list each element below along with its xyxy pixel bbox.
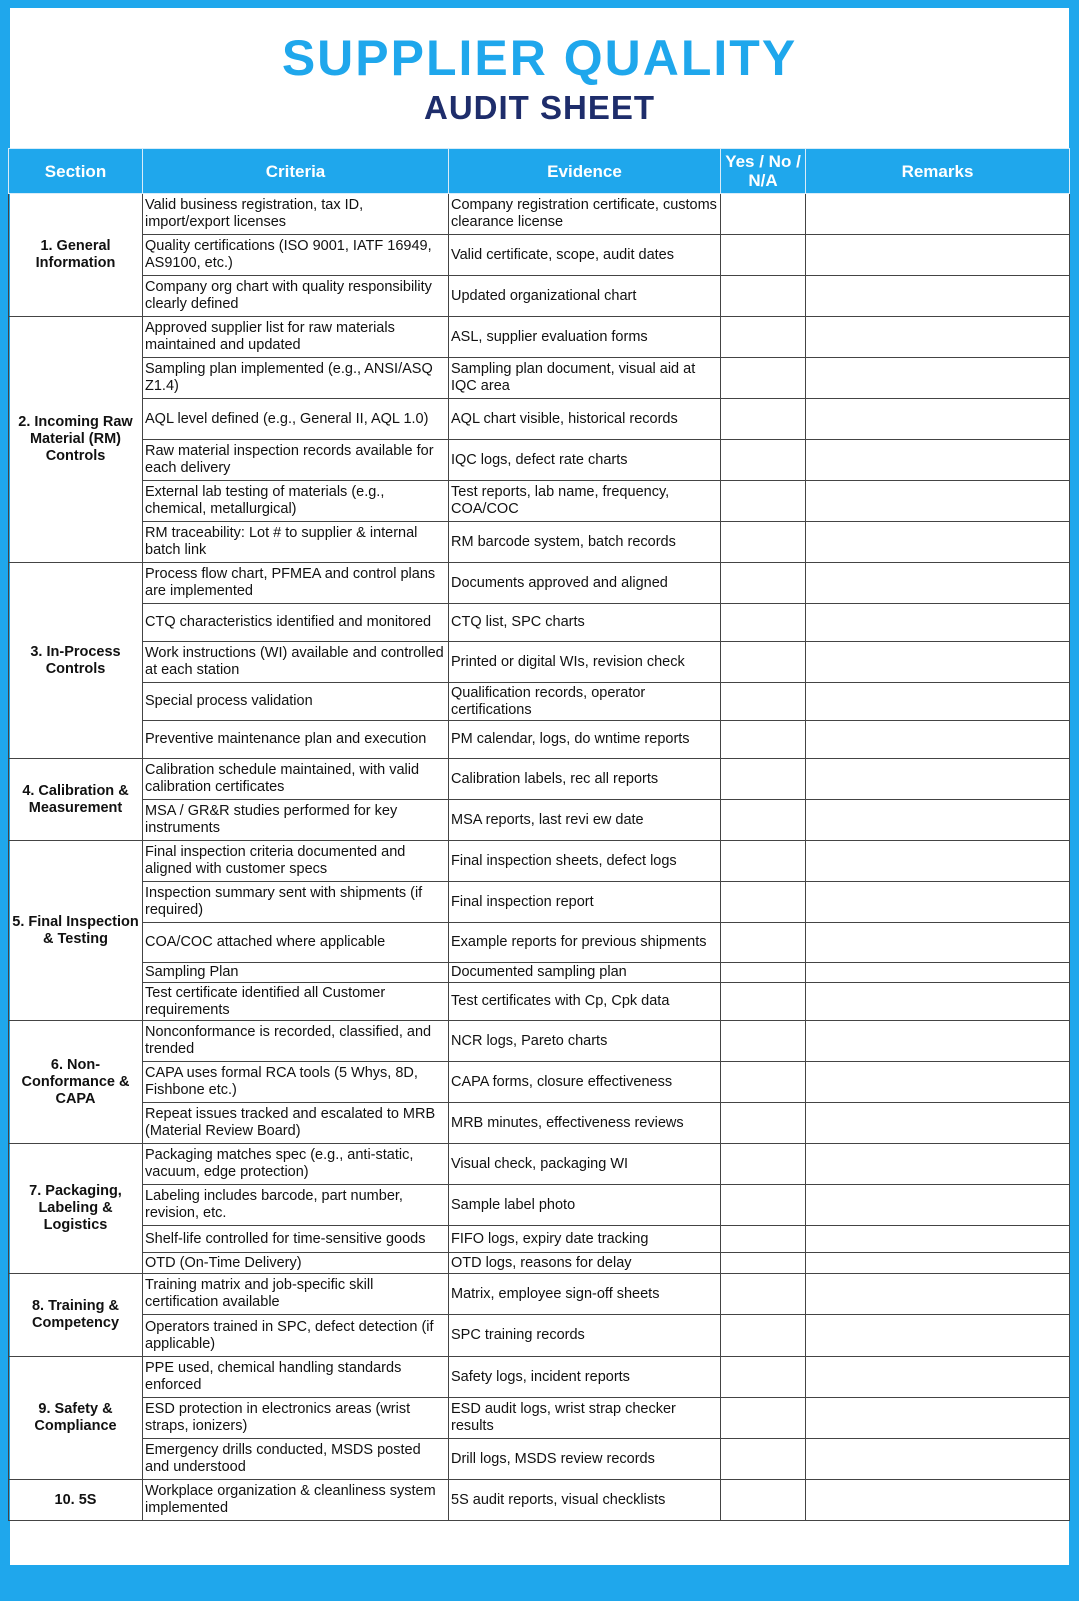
section-name-cell: 5. Final Inspection & Testing: [9, 841, 143, 1021]
status-cell[interactable]: [721, 1062, 806, 1103]
remarks-cell[interactable]: [806, 841, 1070, 882]
evidence-cell: ESD audit logs, wrist strap checker results: [449, 1398, 721, 1439]
remarks-cell[interactable]: [806, 399, 1070, 440]
status-cell[interactable]: [721, 1357, 806, 1398]
criteria-cell: Labeling includes barcode, part number, revision, etc.: [143, 1185, 449, 1226]
remarks-cell[interactable]: [806, 440, 1070, 481]
status-cell[interactable]: [721, 317, 806, 358]
section-name-cell: 1. General Information: [9, 194, 143, 317]
table-row: [9, 194, 1070, 235]
evidence-cell: Example reports for previous shipments: [449, 923, 721, 963]
status-cell[interactable]: [721, 882, 806, 923]
evidence-cell: Safety logs, incident reports: [449, 1357, 721, 1398]
table-row: [9, 841, 1070, 882]
table-row: [9, 800, 1070, 841]
remarks-cell[interactable]: [806, 358, 1070, 399]
evidence-cell: OTD logs, reasons for delay: [449, 1253, 721, 1274]
evidence-cell: Sample label photo: [449, 1185, 721, 1226]
criteria-cell: RM traceability: Lot # to supplier & internal batch link: [143, 522, 449, 563]
table-row: [9, 440, 1070, 481]
remarks-cell[interactable]: [806, 759, 1070, 800]
evidence-cell: Documented sampling plan: [449, 963, 721, 983]
criteria-cell: Operators trained in SPC, defect detection (if applicable): [143, 1315, 449, 1357]
evidence-cell: IQC logs, defect rate charts: [449, 440, 721, 481]
criteria-cell: Training matrix and job-specific skill certification available: [143, 1274, 449, 1315]
evidence-cell: Qualification records, operator certifications: [449, 683, 721, 721]
evidence-cell: Visual check, packaging WI: [449, 1144, 721, 1185]
criteria-cell: Sampling plan implemented (e.g., ANSI/ASQ Z1.4): [143, 358, 449, 399]
table-row: [9, 1357, 1070, 1398]
table-row: [9, 1021, 1070, 1062]
status-cell[interactable]: [721, 1274, 806, 1315]
remarks-cell[interactable]: [806, 683, 1070, 721]
remarks-cell[interactable]: [806, 923, 1070, 963]
criteria-cell: Company org chart with quality responsibility clearly defined: [143, 276, 449, 317]
remarks-cell[interactable]: [806, 1144, 1070, 1185]
status-cell[interactable]: [721, 235, 806, 276]
bottom-bar: [0, 1565, 1079, 1601]
remarks-cell[interactable]: [806, 642, 1070, 683]
remarks-cell[interactable]: [806, 1253, 1070, 1274]
table-row: [9, 399, 1070, 440]
status-cell[interactable]: [721, 642, 806, 683]
evidence-cell: 5S audit reports, visual checklists: [449, 1480, 721, 1521]
column-header-section: Section: [9, 149, 143, 194]
remarks-cell[interactable]: [806, 604, 1070, 642]
remarks-cell[interactable]: [806, 983, 1070, 1021]
remarks-cell[interactable]: [806, 1185, 1070, 1226]
status-cell[interactable]: [721, 759, 806, 800]
evidence-cell: Test certificates with Cp, Cpk data: [449, 983, 721, 1021]
status-cell[interactable]: [721, 563, 806, 604]
title-block: [10, 8, 1069, 148]
table-row: [9, 1144, 1070, 1185]
criteria-cell: COA/COC attached where applicable: [143, 923, 449, 963]
evidence-cell: NCR logs, Pareto charts: [449, 1021, 721, 1062]
remarks-cell[interactable]: [806, 1480, 1070, 1521]
remarks-cell[interactable]: [806, 317, 1070, 358]
status-cell[interactable]: [721, 358, 806, 399]
remarks-cell[interactable]: [806, 1398, 1070, 1439]
table-row: [9, 642, 1070, 683]
evidence-cell: RM barcode system, batch records: [449, 522, 721, 563]
remarks-cell[interactable]: [806, 1315, 1070, 1357]
table-row: [9, 1315, 1070, 1357]
table-row: [9, 276, 1070, 317]
evidence-cell: Documents approved and aligned: [449, 563, 721, 604]
evidence-cell: CTQ list, SPC charts: [449, 604, 721, 642]
evidence-cell: Printed or digital WIs, revision check: [449, 642, 721, 683]
status-cell[interactable]: [721, 1398, 806, 1439]
status-cell[interactable]: [721, 841, 806, 882]
evidence-cell: PM calendar, logs, do wntime reports: [449, 721, 721, 759]
evidence-cell: MSA reports, last revi ew date: [449, 800, 721, 841]
section-name-cell: 7. Packaging, Labeling & Logistics: [9, 1144, 143, 1274]
table-row: [9, 1274, 1070, 1315]
status-cell[interactable]: [721, 800, 806, 841]
table-row: [9, 1253, 1070, 1274]
evidence-cell: Test reports, lab name, frequency, COA/COC: [449, 481, 721, 522]
table-row: [9, 963, 1070, 983]
criteria-cell: Raw material inspection records available for each delivery: [143, 440, 449, 481]
status-cell[interactable]: [721, 683, 806, 721]
evidence-cell: MRB minutes, effectiveness reviews: [449, 1103, 721, 1144]
section-name-cell: 4. Calibration & Measurement: [9, 759, 143, 841]
remarks-cell[interactable]: [806, 721, 1070, 759]
column-header-criteria: Criteria: [143, 149, 449, 194]
status-cell[interactable]: [721, 1144, 806, 1185]
table-row: [9, 1226, 1070, 1253]
criteria-cell: Work instructions (WI) available and controlled at each station: [143, 642, 449, 683]
table-row: [9, 481, 1070, 522]
table-row: [9, 983, 1070, 1021]
status-cell[interactable]: [721, 983, 806, 1021]
status-cell[interactable]: [721, 604, 806, 642]
remarks-cell[interactable]: [806, 1103, 1070, 1144]
criteria-cell: Repeat issues tracked and escalated to MRB (Material Review Board): [143, 1103, 449, 1144]
table-header-row: [9, 149, 1070, 194]
evidence-cell: Valid certificate, scope, audit dates: [449, 235, 721, 276]
audit-sheet: [10, 8, 1069, 1565]
remarks-cell[interactable]: [806, 235, 1070, 276]
criteria-cell: CTQ characteristics identified and monitored: [143, 604, 449, 642]
criteria-cell: Calibration schedule maintained, with valid calibration certificates: [143, 759, 449, 800]
status-cell[interactable]: [721, 276, 806, 317]
criteria-cell: AQL level defined (e.g., General II, AQL 1.0): [143, 399, 449, 440]
section-name-cell: 6. Non-Conformance & CAPA: [9, 1021, 143, 1144]
section-name-cell: 10. 5S: [9, 1480, 143, 1521]
status-cell[interactable]: [721, 1480, 806, 1521]
column-header-remarks: Remarks: [806, 149, 1070, 194]
remarks-cell[interactable]: [806, 1226, 1070, 1253]
remarks-cell[interactable]: [806, 882, 1070, 923]
status-cell[interactable]: [721, 963, 806, 983]
criteria-cell: Sampling Plan: [143, 963, 449, 983]
criteria-cell: OTD (On-Time Delivery): [143, 1253, 449, 1274]
table-row: [9, 563, 1070, 604]
status-cell[interactable]: [721, 481, 806, 522]
evidence-cell: AQL chart visible, historical records: [449, 399, 721, 440]
criteria-cell: Test certificate identified all Customer requirements: [143, 983, 449, 1021]
section-name-cell: 3. In-Process Controls: [9, 563, 143, 759]
table-row: [9, 1480, 1070, 1521]
table-row: [9, 683, 1070, 721]
audit-table: [8, 148, 1070, 1521]
remarks-cell[interactable]: [806, 481, 1070, 522]
remarks-cell[interactable]: [806, 563, 1070, 604]
criteria-cell: Shelf-life controlled for time-sensitive goods: [143, 1226, 449, 1253]
criteria-cell: Emergency drills conducted, MSDS posted and understood: [143, 1439, 449, 1480]
status-cell[interactable]: [721, 1315, 806, 1357]
evidence-cell: CAPA forms, closure effectiveness: [449, 1062, 721, 1103]
evidence-cell: ASL, supplier evaluation forms: [449, 317, 721, 358]
remarks-cell[interactable]: [806, 1357, 1070, 1398]
evidence-cell: Company registration certificate, customs clearance license: [449, 194, 721, 235]
criteria-cell: CAPA uses formal RCA tools (5 Whys, 8D, Fishbone etc.): [143, 1062, 449, 1103]
table-row: [9, 235, 1070, 276]
evidence-cell: Matrix, employee sign-off sheets: [449, 1274, 721, 1315]
criteria-cell: ESD protection in electronics areas (wrist straps, ionizers): [143, 1398, 449, 1439]
criteria-cell: Final inspection criteria documented and aligned with customer specs: [143, 841, 449, 882]
remarks-cell[interactable]: [806, 1274, 1070, 1315]
table-row: [9, 358, 1070, 399]
criteria-cell: Nonconformance is recorded, classified, and trended: [143, 1021, 449, 1062]
remarks-cell[interactable]: [806, 276, 1070, 317]
criteria-cell: Special process validation: [143, 683, 449, 721]
status-cell[interactable]: [721, 1439, 806, 1480]
criteria-cell: Quality certifications (ISO 9001, IATF 16949, AS9100, etc.): [143, 235, 449, 276]
criteria-cell: MSA / GR&R studies performed for key instruments: [143, 800, 449, 841]
audit-table-body: [9, 194, 1070, 1521]
remarks-cell[interactable]: [806, 963, 1070, 983]
status-cell[interactable]: [721, 923, 806, 963]
evidence-cell: SPC training records: [449, 1315, 721, 1357]
status-cell[interactable]: [721, 1103, 806, 1144]
evidence-cell: Drill logs, MSDS review records: [449, 1439, 721, 1480]
remarks-cell[interactable]: [806, 194, 1070, 235]
table-row: [9, 1103, 1070, 1144]
evidence-cell: Updated organizational chart: [449, 276, 721, 317]
column-header-evidence: Evidence: [449, 149, 721, 194]
section-name-cell: 8. Training & Competency: [9, 1274, 143, 1357]
table-row: [9, 317, 1070, 358]
status-cell[interactable]: [721, 1253, 806, 1274]
criteria-cell: Approved supplier list for raw materials maintained and updated: [143, 317, 449, 358]
evidence-cell: Sampling plan document, visual aid at IQC area: [449, 358, 721, 399]
evidence-cell: Calibration labels, rec all reports: [449, 759, 721, 800]
criteria-cell: Valid business registration, tax ID, import/export licenses: [143, 194, 449, 235]
remarks-cell[interactable]: [806, 522, 1070, 563]
criteria-cell: Workplace organization & cleanliness system implemented: [143, 1480, 449, 1521]
criteria-cell: PPE used, chemical handling standards enforced: [143, 1357, 449, 1398]
criteria-cell: Process flow chart, PFMEA and control plans are implemented: [143, 563, 449, 604]
status-cell[interactable]: [721, 1226, 806, 1253]
column-header-status: Yes / No / N/A: [721, 149, 806, 194]
status-cell[interactable]: [721, 721, 806, 759]
status-cell[interactable]: [721, 1021, 806, 1062]
table-row: [9, 923, 1070, 963]
table-row: [9, 1062, 1070, 1103]
criteria-cell: External lab testing of materials (e.g., chemical, metallurgical): [143, 481, 449, 522]
table-row: [9, 522, 1070, 563]
status-cell[interactable]: [721, 194, 806, 235]
status-cell[interactable]: [721, 1185, 806, 1226]
evidence-cell: Final inspection sheets, defect logs: [449, 841, 721, 882]
table-row: [9, 1398, 1070, 1439]
table-row: [9, 604, 1070, 642]
status-cell[interactable]: [721, 399, 806, 440]
table-row: [9, 721, 1070, 759]
remarks-cell[interactable]: [806, 800, 1070, 841]
page-subtitle: AUDIT SHEET: [423, 89, 655, 126]
status-cell[interactable]: [721, 522, 806, 563]
table-row: [9, 759, 1070, 800]
page-title: SUPPLIER QUALITY: [281, 30, 798, 86]
remarks-cell[interactable]: [806, 1439, 1070, 1480]
remarks-cell[interactable]: [806, 1062, 1070, 1103]
evidence-cell: FIFO logs, expiry date tracking: [449, 1226, 721, 1253]
section-name-cell: 2. Incoming Raw Material (RM) Controls: [9, 317, 143, 563]
status-cell[interactable]: [721, 440, 806, 481]
table-row: [9, 1439, 1070, 1480]
criteria-cell: Preventive maintenance plan and execution: [143, 721, 449, 759]
criteria-cell: Packaging matches spec (e.g., anti-static, vacuum, edge protection): [143, 1144, 449, 1185]
remarks-cell[interactable]: [806, 1021, 1070, 1062]
table-row: [9, 882, 1070, 923]
table-row: [9, 1185, 1070, 1226]
section-name-cell: 9. Safety & Compliance: [9, 1357, 143, 1480]
criteria-cell: Inspection summary sent with shipments (if required): [143, 882, 449, 923]
evidence-cell: Final inspection report: [449, 882, 721, 923]
